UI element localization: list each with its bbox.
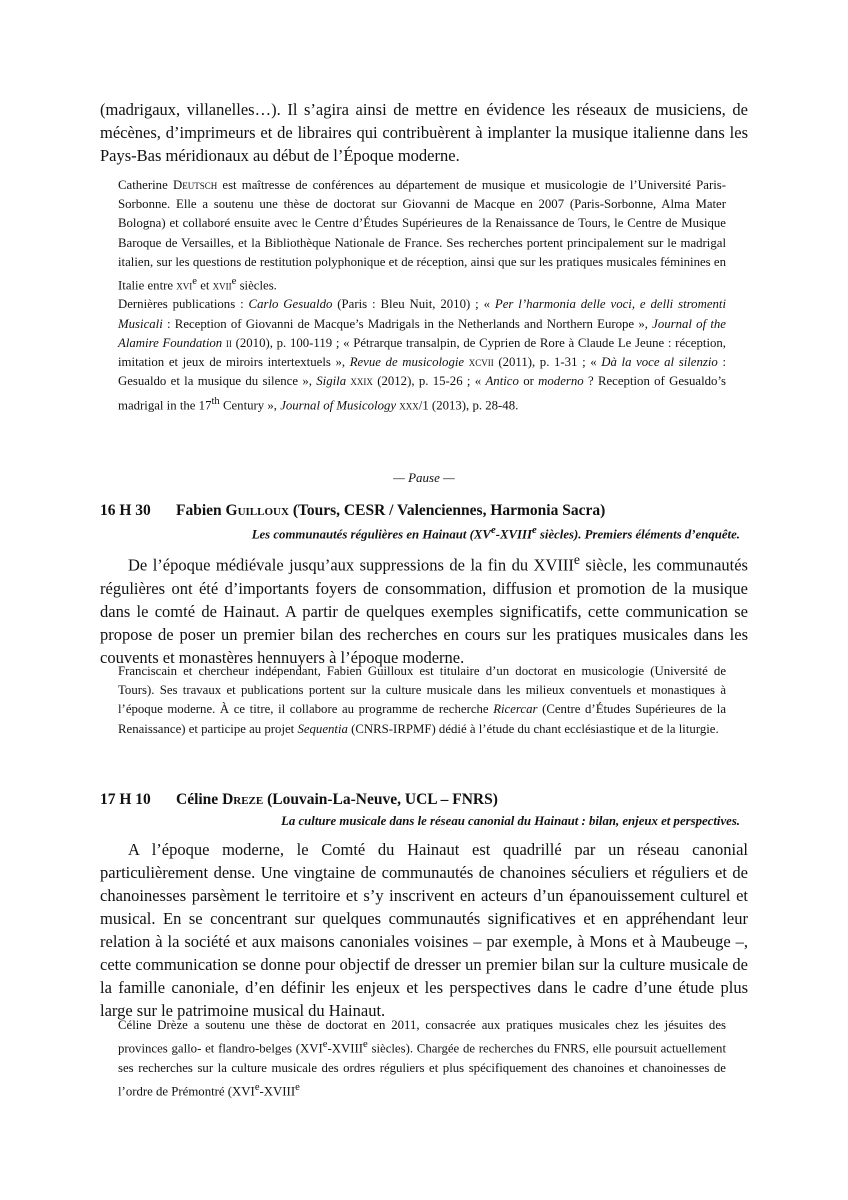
bio-guilloux: Franciscain et chercheur indépendant, Fabien Guilloux est titulaire d’un doctorat en musicologie (Université de Tours). Ses travaux et publications portent sur la culture musicale dans les milieux conventuels et monastiques à l’époque moderne. À ce titre, il collabore au programme de recherche Ricercar (Centre d’Études Supérieures de la Renaissance) et participe au projet Sequentia (CNRS-IRPMF) dédié à l’étude du chant ecclésiastique et de la liturgie. xyxy=(118,664,726,736)
session-heading-guilloux: 16 H 30 Fabien Guilloux (Tours, CESR / Valenciennes, Harmonia Sacra) xyxy=(100,502,606,519)
session-time: 16 H 30 xyxy=(100,502,151,519)
session-time: 17 H 10 xyxy=(100,791,151,808)
abstract-guilloux: De l’époque médiévale jusqu’aux suppressions de la fin du XVIIIe siècle, les communautés régulières ont été d’importants foyers de consommation, diffusion et promotion de la musique dans le comté de Hainaut. A partir de quelques exemples significatifs, cette communication se propose de poser un premier bilan des recherches en cours sur les pratiques musicales dans les couvents et monastères hennuyers à l’époque moderne. xyxy=(100,552,748,667)
bio-dreze: Céline Drèze a soutenu une thèse de doctorat en 2011, consacrée aux pratiques musicales chez les jésuites des provinces gallo- et flandro-belges (XVIe-XVIIIe siècles). Chargée de recherches du FNRS, elle poursuit actuellement ses recherches sur la culture musicale des ordres réguliers et plus spécifiquement des chanoines et chanoinesses de l’ordre de Prémontré (XVIe-XVIIIe xyxy=(118,1018,726,1099)
intro-paragraph: (madrigaux, villanelles…). Il s’agira ainsi de mettre en évidence les réseaux de musiciens, de mécènes, d’imprimeurs et de libraires qui contribuèrent à implanter la musique italienne dans les Pays-Bas méridionaux au début de l’Époque moderne. xyxy=(100,100,748,165)
surname-deutsch: Deutsch xyxy=(172,178,218,192)
bio-deutsch: Catherine Deutsch est maîtresse de conférences au département de musique et musicologie de l’Université Paris-Sorbonne. Elle a soutenu une thèse de doctorat sur Giovanni de Macque en 2007 (Paris-Sorbonne, Alma Mater Bologna) et collaboré ensuite avec le Centre d’Études Supérieures de la Renaissance de Tours, le Centre de Musique Baroque de Versailles, et la Bibliothèque Nationale de France. Ses recherches portent principalement sur le madrigal italien, sur les questions de restitution polyphonique et de réception, ainsi que sur les pratiques musicales féminines en Italie entre xvi$^e$ et xvii$^e$ siècles. Dernières publications : Carlo Gesualdo (Paris : Bleu Nuit, 2010) ; « Per l’harmonia delle voci, e delli stromenti Musicali : Reception of Giovanni de Macque’s Madrigals in the Netherlands and Northern Europe », Journal of the Alamire Foundation ii (2010), p. 100-119 ; « Pétrarque transalpin, de Cyprien de Rore à Claude Le Jeune : réception, imitation et jeux de miroirs intertextuels », Revue de musicologie xcvii (2011), p. 1-31 ; « Dà la voce al silenzio : Gesualdo et la musique du silence », Sigila xxix (2012), p. 15-26 ; « Antico or moderno ? Reception of Gesualdo’s madrigal in the 17th Century », Journal of Musicology xxx/1 (2013), p. 28-48. xyxy=(118,178,727,412)
publications-label: Dernières publications : xyxy=(118,297,249,312)
talk-title-dreze: La culture musicale dans le réseau canonial du Hainaut : bilan, enjeux et perspectives. xyxy=(281,814,740,828)
pause-separator: — Pause — xyxy=(393,470,455,485)
talk-title-guilloux: Les communautés régulières en Hainaut (XVe-XVIIIe siècles). Premiers éléments d’enquête. xyxy=(251,525,740,542)
abstract-dreze: A l’époque moderne, le Comté du Hainaut est quadrillé par un réseau canonial particulièrement dense. Une vingtaine de communautés de chanoines séculiers et réguliers et de chanoinesses parsèment le territoire et s’y inscrivent en acteurs d’un épanouissement culturel et musical. En se concentrant sur quelques communautés significatives et en appréhendant leur relation à la société et aux maisons canoniales voisines – par exemple, à Mons et à Maubeuge –, cette communication se donne pour objectif de dresser un premier bilan sur la culture musicale de la famille canoniale, d’en définir les enjeux et les perspectives dans le cadre d’une étude plus large sur le patrimoine musical du Hainaut. xyxy=(100,840,748,1020)
session-heading-dreze: 17 H 10 Céline Dreze (Louvain-La-Neuve, UCL – FNRS) xyxy=(100,791,498,808)
